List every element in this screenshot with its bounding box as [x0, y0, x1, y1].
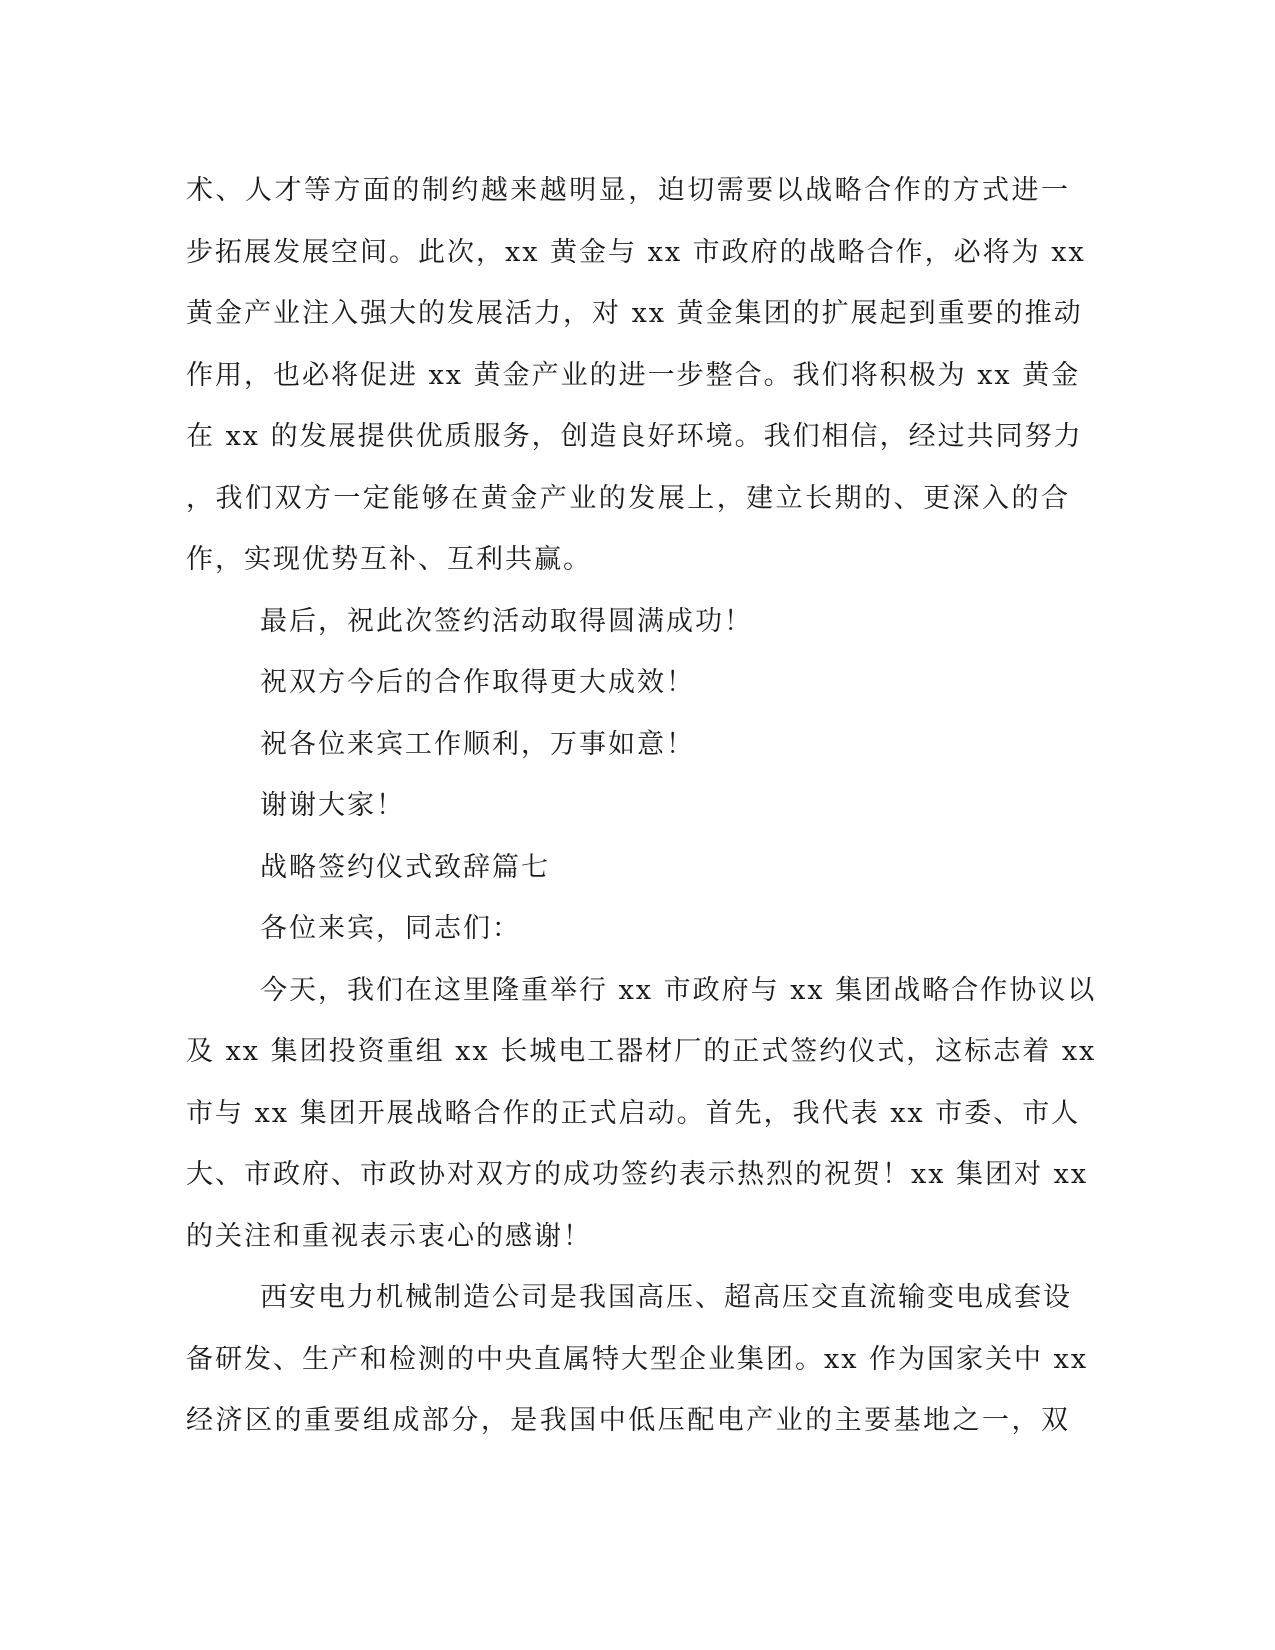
text-line: 市与 xx 集团开展战略合作的正式启动。首先，我代表 xx 市委、市人 [186, 1097, 1081, 1129]
text-line: 在 xx 的发展提供优质服务，创造良好环境。我们相信，经过共同努力 [186, 421, 1083, 452]
closing-line: 谢谢大家！ [260, 790, 405, 821]
closing-line: 最后，祝此次签约活动取得圆满成功！ [260, 605, 753, 637]
text-line: 经济区的重要组成部分，是我国中低压配电产业的主要基地之一，双 [186, 1405, 1070, 1436]
text-line: 的关注和重视表示衷心的感谢！ [186, 1220, 592, 1252]
text-line: 及 xx 集团投资重组 xx 长城电工器材厂的正式签约仪式，这标志着 xx [186, 1036, 1097, 1067]
text-line: ，我们双方一定能够在黄金产业的发展上，建立长期的、更深入的合 [186, 482, 1070, 514]
text-line: 黄金产业注入强大的发展活力，对 xx 黄金集团的扩展起到重要的推动 [186, 298, 1083, 329]
text-line: 今天，我们在这里隆重举行 xx 市政府与 xx 集团战略合作协议以 [260, 974, 1097, 1006]
closing-line: 祝各位来宾工作顺利，万事如意！ [260, 728, 695, 760]
section-heading: 战略签约仪式致辞篇七 [260, 851, 550, 883]
text-line: 大、市政府、市政协对双方的成功签约表示热烈的祝贺！xx 集团对 xx [186, 1159, 1089, 1190]
document-body [186, 160, 1097, 1452]
text-line: 西安电力机械制造公司是我国高压、超高压交直流输变电成套设 [260, 1282, 1072, 1313]
text-line: 作，实现优势互补、互利共赢。 [186, 544, 592, 575]
text-line: 步拓展发展空间。此次，xx 黄金与 xx 市政府的战略合作，必将为 xx [186, 236, 1086, 268]
text-line: 备研发、生产和检测的中央直属特大型企业集团。xx 作为国家关中 xx [186, 1343, 1089, 1375]
closing-line: 祝双方今后的合作取得更大成效！ [260, 667, 695, 698]
salutation: 各位来宾，同志们： [260, 913, 521, 944]
text-line: 术、人才等方面的制约越来越明显，迫切需要以战略合作的方式进一 [186, 175, 1070, 206]
text-line: 作用，也必将促进 xx 黄金产业的进一步整合。我们将积极为 xx 黄金 [186, 359, 1081, 391]
